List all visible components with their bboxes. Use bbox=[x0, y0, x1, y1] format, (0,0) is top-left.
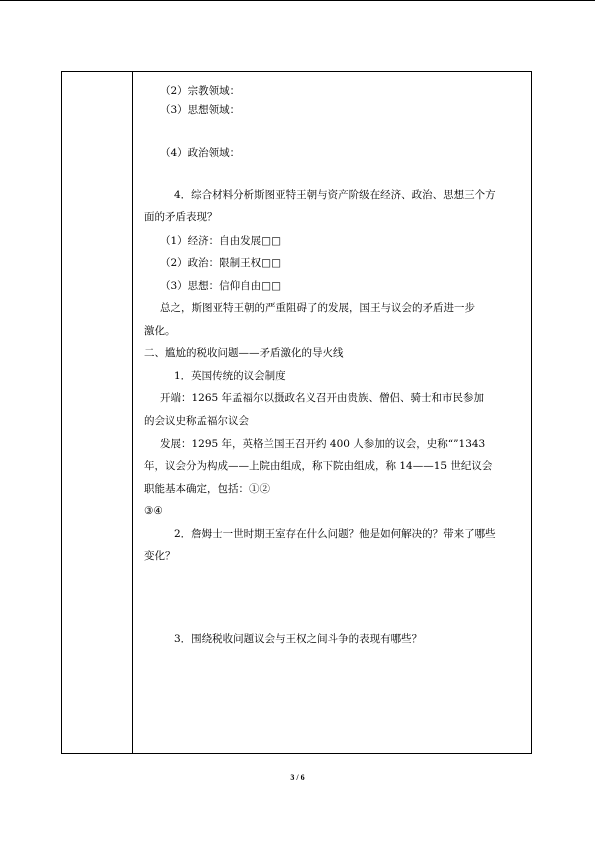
column-divider bbox=[132, 72, 133, 753]
development-cont-1: 年，议会分为构成——上院由组成，称下院由组成，称 14——15 世纪议会 bbox=[144, 460, 493, 472]
item-politics: （4）政治领域： bbox=[160, 147, 241, 159]
answer-thought: （3）思想：信仰自由□□ bbox=[160, 280, 282, 292]
development-text: 发展：1295 年，英格兰国王召开约 400 人参加的议会，史称“”1343 bbox=[160, 438, 486, 450]
origin-text: 开端：1265 年孟福尔以摄政名义召开由贵族、僧侣、骑士和市民参加 bbox=[160, 392, 485, 404]
item-thought: （3）思想领域： bbox=[160, 104, 241, 116]
worksheet-table bbox=[61, 71, 532, 754]
answer-politics: （2）政治：限制王权□□ bbox=[160, 257, 282, 269]
question-2-cont: 变化？ bbox=[144, 550, 176, 562]
item-religion: （2）宗教领域： bbox=[160, 85, 241, 97]
origin-text-cont: 的会议史称孟福尔议会 bbox=[144, 415, 249, 427]
page-number: 3 / 6 bbox=[290, 773, 305, 782]
header-rule bbox=[0, 0, 595, 1]
development-cont-2: 职能基本确定，包括：①② bbox=[144, 483, 270, 495]
question-4: 4．综合材料分析斯图亚特王朝与资产阶级在经济、政治、思想三个方 bbox=[174, 189, 496, 201]
summary: 总之，斯图亚特王朝的严重阻碍了的发展，国王与议会的矛盾进一步 bbox=[160, 302, 475, 314]
answer-economy: （1）经济：自由发展□□ bbox=[160, 235, 282, 247]
question-2: 2．詹姆士一世时期王室存在什么问题？他是如何解决的？带来了哪些 bbox=[174, 528, 496, 540]
summary-cont: 激化。 bbox=[144, 325, 176, 337]
question-3: 3．围绕税收问题议会与王权之间斗争的表现有哪些？ bbox=[174, 633, 423, 645]
development-cont-3: ③④ bbox=[144, 505, 163, 517]
subsection-1: 1．英国传统的议会制度 bbox=[174, 370, 286, 382]
section-2-heading: 二、尴尬的税收问题——矛盾激化的导火线 bbox=[144, 347, 344, 359]
question-4-cont: 面的矛盾表现？ bbox=[144, 211, 218, 223]
